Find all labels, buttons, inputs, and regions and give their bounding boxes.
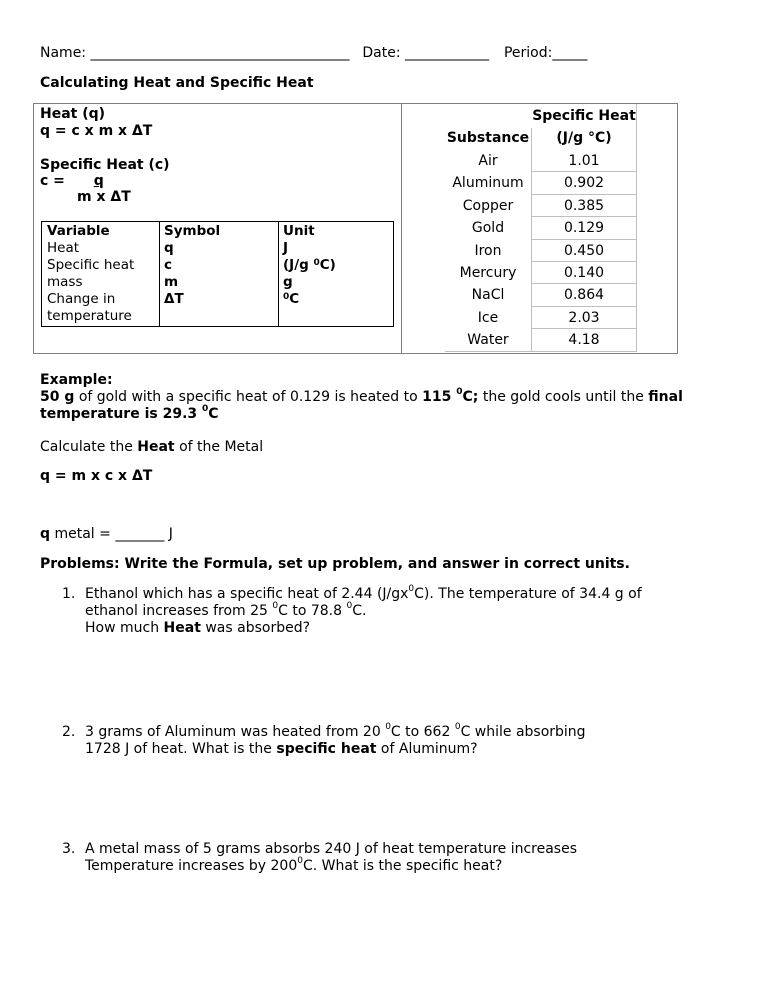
- var-header-symbol: Symbol: [164, 223, 221, 239]
- var-row-symbol: m: [164, 274, 179, 290]
- sh-row-substance: Mercury: [459, 265, 517, 281]
- sh-row-value: 1.01: [568, 153, 600, 169]
- sh-header-unit: (J/g °C): [556, 130, 612, 146]
- sh-row-substance: Ice: [477, 309, 499, 326]
- example-line-2: temperature is 29.3 $^0$C: [40, 404, 219, 422]
- sh-numerator: q: [93, 173, 104, 189]
- var-header-variable: Variable: [47, 223, 110, 239]
- problem-number: 1.: [62, 586, 76, 602]
- name-label: Name:: [40, 45, 87, 61]
- example-formula: q = m x c x ΔT: [40, 468, 153, 484]
- var-row-symbol: q: [164, 240, 174, 256]
- header-line: [40, 45, 587, 61]
- sh-header-substance: Substance: [446, 130, 530, 146]
- sh-row-substance: NaCl: [471, 287, 505, 304]
- problem-number: 3.: [62, 841, 76, 857]
- sh-row-value: 0.140: [563, 265, 605, 281]
- var-row-variable: Change in: [47, 291, 116, 307]
- sh-row-value: 2.03: [568, 309, 600, 326]
- sh-header-top: Specific Heat: [532, 108, 636, 124]
- problem-text: ethanol increases from 25 $^0$C to 78.8 $^0$C.: [85, 601, 367, 619]
- problem-text: 1728 J of heat. What is the specific heat of Aluminum?: [85, 741, 478, 757]
- specific-heat-formula: [40, 173, 128, 189]
- sh-row-substance: Gold: [471, 220, 505, 237]
- sh-row-substance: Aluminum: [452, 175, 524, 192]
- specific-heat-heading: Specific Heat (c): [40, 157, 170, 173]
- problem-text: 3 grams of Aluminum was heated from 20 $^0$C to 662 $^0$C while absorbing: [85, 722, 586, 740]
- variable-table: [41, 221, 394, 327]
- problems-heading: Problems: Write the Formula, set up problem, and answer in correct units.: [40, 556, 630, 572]
- var-row-symbol: ΔT: [164, 291, 184, 307]
- problem-number: 2.: [62, 724, 76, 740]
- sh-row-substance: Water: [467, 332, 509, 349]
- example-calculate: Calculate the Heat of the Metal: [40, 439, 264, 455]
- name-blank[interactable]: _____________________________________: [90, 45, 350, 61]
- sh-row-substance: Copper: [462, 197, 514, 214]
- var-row-variable: mass: [47, 274, 83, 290]
- var-row-unit: $^0$C: [283, 291, 300, 307]
- problem-text: How much Heat was absorbed?: [85, 620, 311, 636]
- example-heading: Example:: [40, 372, 113, 388]
- var-row-unit: J: [283, 240, 289, 256]
- sh-row-value: 0.385: [563, 197, 605, 214]
- sh-row-substance: Iron: [474, 242, 502, 259]
- worksheet-title: Calculating Heat and Specific Heat: [40, 75, 314, 91]
- heat-formula: q = c x m x ΔT: [40, 123, 153, 139]
- var-row-variable-line2: temperature: [47, 308, 132, 324]
- sh-row-value: 0.450: [563, 242, 605, 259]
- problem-text: Ethanol which has a specific heat of 2.44 $(J/gx^0C)$. The temperature of 34.4 g of: [85, 584, 642, 602]
- period-blank[interactable]: _____: [552, 45, 588, 61]
- heat-heading: Heat (q): [40, 106, 106, 122]
- var-header-unit: Unit: [283, 223, 315, 239]
- date-label: Date:: [362, 45, 401, 61]
- sh-row-value: 0.129: [563, 220, 605, 237]
- date-blank[interactable]: ____________: [405, 45, 490, 61]
- sh-row-value: 0.902: [563, 175, 605, 192]
- var-row-variable: Specific heat: [47, 257, 135, 273]
- sh-lhs: c =: [40, 173, 70, 189]
- specific-heat-table: [445, 104, 637, 352]
- problem-text: Temperature increases by $200^0C$. What is the specific heat?: [85, 856, 503, 874]
- sh-denominator: m x ΔT: [77, 189, 131, 205]
- var-row-variable: Heat: [47, 240, 80, 256]
- box-divider: [401, 103, 402, 354]
- sh-row-value: 0.864: [563, 287, 605, 304]
- var-row-unit: g: [283, 274, 293, 290]
- var-row-symbol: c: [164, 257, 173, 273]
- sh-row-substance: Air: [478, 153, 498, 169]
- period-label: Period:: [503, 45, 553, 61]
- var-row-unit: (J/g $^0$C): [283, 257, 336, 273]
- example-line-1: 50 g of gold with a specific heat of 0.129 is heated to 115 $^0$C; the gold cools until the final: [40, 387, 683, 405]
- problem-text: A metal mass of 5 grams absorbs 240 J of heat temperature increases: [85, 841, 578, 857]
- sh-row-value: 4.18: [568, 332, 600, 349]
- example-answer[interactable]: q metal = _______ J: [40, 526, 173, 542]
